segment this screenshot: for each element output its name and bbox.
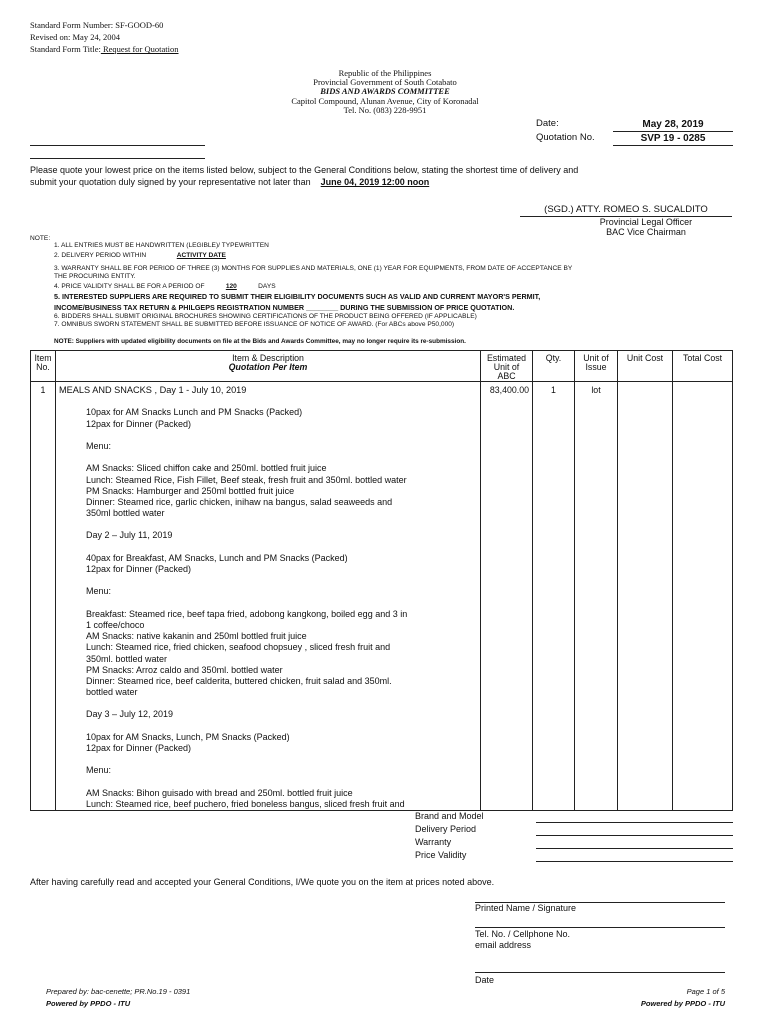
email-label: email address [475,940,532,950]
footer-prepared: Prepared by: bac-cenette; PR.No.19 - 0391 [46,987,191,996]
row-unit-cost[interactable] [618,382,673,811]
description-line: 12pax for Dinner (Packed) [86,418,192,429]
table-row [31,382,733,811]
description-line: 40pax for Breakfast, AM Snacks, Lunch and PM Snacks (Packed) [86,552,348,563]
description-line: PM Snacks: Arroz caldo and 350ml. bottled water [86,664,283,675]
brand-line[interactable] [536,822,733,823]
validity-label: Price Validity [415,850,467,860]
note-4-value: 120 [225,283,237,290]
note-5b: INCOME/BUSINESS TAX RETURN & PHILGEPS REGISTRATION NUMBER ________ DURING THE SUBMISSION OF PRICE QUOTATION. [54,303,515,312]
description-line [56,575,480,586]
quotation-label: Quotation No. [536,132,595,143]
row-description [56,382,481,811]
signatory-position: Provincial Legal Officer [599,217,693,227]
description-line: AM Snacks: Sliced chiffon cake and 250ml. bottled fruit juice [86,463,327,474]
description-line: Lunch: Steamed rice, beef puchero, fried boneless bangus, sliced fresh fruit and [86,798,405,809]
intro-deadline: June 04, 2019 12:00 noon [320,177,430,187]
row-item-no: 1 [31,382,56,811]
signature-date-label: Date [475,975,495,985]
header-qty: Qty. [533,351,575,382]
note-5a: 5. INTERESTED SUPPLIERS ARE REQUIRED TO SUBMIT THEIR ELIGIBILITY DOCUMENTS SUCH AS VALID AND CURRENT MAYOR'S PERMIT, [54,292,541,301]
date-label: Date: [536,118,559,129]
description-line: Dinner: Steamed rice, beef calderita, buttered chicken, fruit salad and 350ml. [86,675,392,686]
agency-committee: BIDS AND AWARDS COMMITTEE [320,86,450,96]
description-line: PM Snacks: Hamburger and 250ml bottled fruit juice [86,485,295,496]
header-unit-of-issue: Unit of Issue [575,351,618,382]
date-line[interactable] [475,972,725,973]
description-line: Lunch: Steamed rice, fried chicken, seafood chopsuey , sliced fresh fruit and [86,642,391,653]
note-2 [54,252,226,259]
signatory-name: (SGD.) ATTY. ROMEO S. SUCALDITO [544,204,708,215]
warranty-line[interactable] [536,848,733,849]
description-line [56,721,480,732]
row-title: MEALS AND SNACKS , Day 1 - July 10, 2019 [59,385,247,395]
description-line [56,519,480,530]
intro-line-2-text: submit your quotation duly signed by your representative not later than [30,177,311,187]
description-line: Day 3 – July 12, 2019 [86,709,174,720]
description-line: bottled water [86,687,138,698]
description-line: 1 coffee/choco [86,619,145,630]
description-line [56,396,480,407]
description-line: Menu: [86,440,112,451]
note-4-prefix: 4. PRICE VALIDITY SHALL BE FOR A PERIOD OF [54,283,205,290]
description-line: Lunch: Steamed Rice, Fish Fillet, Beef steak, fresh fruit and 350ml. bottled water [86,474,407,485]
tel-label: Tel. No. / Cellphone No. [475,929,571,939]
header-estimated: Estimated Unit of ABC [481,351,533,382]
description-line [56,542,480,553]
quotation-value: SVP 19 - 0285 [613,133,733,146]
description-line [56,598,480,609]
warranty-label: Warranty [415,837,452,847]
description-line: Menu: [86,765,112,776]
delivery-label: Delivery Period [415,824,477,834]
note-3a: 3. WARRANTY SHALL BE FOR PERIOD OF THREE (3) MONTHS FOR SUPPLIES AND MATERIALS, ONE (1) YEAR FOR EQUIPMENTS, FROM DATE OF ACCEPTANCE BY [54,265,573,272]
description-line: AM Snacks: native kakanin and 250ml bottled fruit juice [86,631,307,642]
note-2-value: ACTIVITY DATE [176,252,226,259]
row-estimated: 83,400.00 [481,382,533,811]
note-7: 7. OMNIBUS SWORN STATEMENT SHALL BE SUBMITTED BEFORE ISSUANCE OF NOTICE OF AWARD. (For ABCs above P50,000) [54,321,455,328]
description-line: 10pax for AM Snacks, Lunch, PM Snacks (Packed) [86,731,290,742]
table-header-row [31,351,733,382]
note-3b: THE PROCURING ENTITY. [54,273,136,280]
row-unit: lot [575,382,618,811]
header-total-cost: Total Cost [673,351,733,382]
intro-line-2 [30,177,429,187]
description-line [56,754,480,765]
footer-powered-right: Powered by PPDO - ITU [640,999,725,1008]
form-title [30,44,179,54]
description-line: Menu: [86,586,112,597]
row-total-cost[interactable] [673,382,733,811]
form-number: Standard Form Number: SF-GOOD-60 [30,20,164,30]
note-6: 6. BIDDERS SHALL SUBMIT ORIGINAL BROCHURES SHOWING CERTIFICATIONS OF THE PRODUCT BEING OFFERED (IF APPLICABLE) [54,313,477,320]
description-line [56,698,480,709]
description-line: 350ml. bottled water [86,653,168,664]
description-line: 12pax for Dinner (Packed) [86,743,192,754]
header-item-no: Item No. [31,351,56,382]
note-1: 1. ALL ENTRIES MUST BE HANDWRITTEN (LEGIBLE)/ TYPEWRITTEN [54,242,269,249]
signatory-role: BAC Vice Chairman [606,227,686,237]
form-title-value: Request for Quotation [100,44,179,54]
header-description: Item & Description Quotation Per Item [56,351,481,382]
note-4 [54,283,276,290]
agency-province: Provincial Government of South Cotabato [313,77,457,87]
notes-label: NOTE: [30,235,51,242]
header-unit-cost: Unit Cost [618,351,673,382]
acceptance-text: After having carefully read and accepted your General Conditions, I/We quote you on the item at prices noted above. [30,877,495,887]
agency-address: Capitol Compound, Alunan Avenue, City of Koronadal [291,96,479,106]
supplier-name-line[interactable] [30,145,205,146]
delivery-line[interactable] [536,835,733,836]
form-title-label: Standard Form Title: [30,44,101,54]
note-eligibility: NOTE: Suppliers with updated eligibility documents on file at the Bids and Awards Committee, may no longer require its re-submission. [54,338,466,345]
description-line: Day 2 – July 11, 2019 [86,530,173,541]
description-line: 10pax for AM Snacks Lunch and PM Snacks (Packed) [86,407,303,418]
tel-line[interactable] [475,927,725,928]
agency-tel: Tel. No. (083) 228-9951 [343,105,427,115]
description-line: 12pax for Dinner (Packed) [86,564,192,575]
date-value: May 28, 2019 [613,119,733,132]
form-revised: Revised on: May 24, 2004 [30,32,120,42]
note-4-suffix: DAYS [258,283,276,290]
description-line: AM Snacks: Bihon guisado with bread and 250ml. bottled fruit juice [86,787,353,798]
footer-page: Page 1 of 5 [686,987,725,996]
description-line [56,777,480,788]
supplier-address-line[interactable] [30,158,205,159]
description-line [56,452,480,463]
note-2-prefix: 2. DELIVERY PERIOD WITHIN [54,252,147,259]
description-line: Breakfast: Steamed rice, beef tapa fried, adobong kangkong, boiled egg and 3 in [86,608,408,619]
quotation-table [30,350,733,811]
printed-name-label: Printed Name / Signature [475,903,577,913]
description-line: Dinner: Steamed rice, garlic chicken, inihaw na bangus, salad seaweeds and [86,496,393,507]
description-line: 350ml bottled water [86,508,165,519]
brand-label: Brand and Model [415,811,484,821]
footer-powered-left: Powered by PPDO - ITU [46,999,131,1008]
description-line [56,430,480,441]
row-qty: 1 [533,382,575,811]
intro-line-1: Please quote your lowest price on the items listed below, subject to the General Conditions below, stating the shortest time of delivery and [30,165,579,175]
row-description-lines [56,396,480,810]
validity-line[interactable] [536,861,733,862]
agency-republic: Republic of the Philippines [338,68,432,78]
